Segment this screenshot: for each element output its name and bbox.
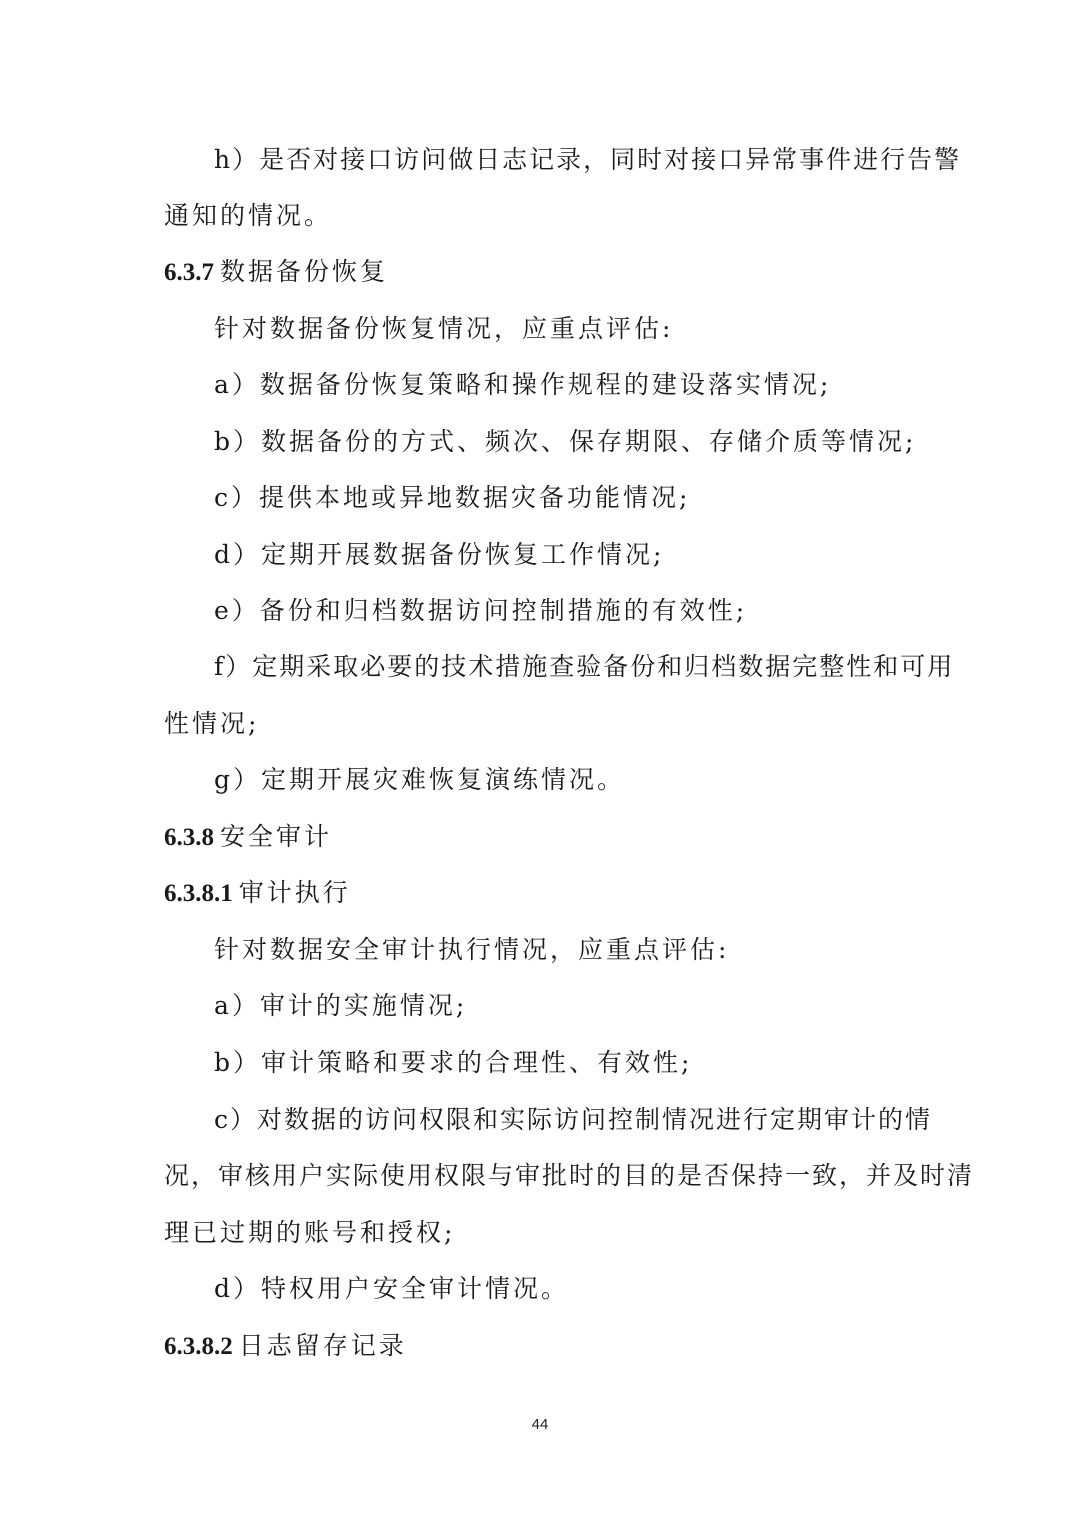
section-title: 日志留存记录: [238, 1331, 407, 1360]
section-number: 6.3.8.1: [164, 880, 233, 907]
list-item-a: a）审计的实施情况;: [214, 991, 468, 1020]
list-item-c-line-1: c）对数据的访问权限和实际访问控制情况进行定期审计的情: [214, 1105, 933, 1134]
section-intro: 针对数据备份恢复情况，应重点评估:: [214, 314, 674, 343]
list-item-d: d）定期开展数据备份恢复工作情况;: [214, 540, 665, 569]
list-item-e: e）备份和归档数据访问控制措施的有效性;: [214, 596, 748, 625]
section-title: 审计执行: [238, 878, 351, 907]
list-item-f-line-2: 性情况;: [164, 709, 260, 738]
section-title: 安全审计: [220, 822, 333, 851]
section-number: 6.3.8.2: [164, 1333, 233, 1360]
section-heading-6-3-8-1: [164, 877, 351, 910]
list-item-d: d）特权用户安全审计情况。: [214, 1274, 570, 1303]
section-title: 数据备份恢复: [220, 257, 389, 286]
list-item-b: b）数据备份的方式、频次、保存期限、存储介质等情况;: [214, 427, 917, 456]
list-item-a: a）数据备份恢复策略和操作规程的建设落实情况;: [214, 370, 832, 399]
section-number: 6.3.8: [164, 824, 214, 851]
list-item-h-line-2: 通知的情况。: [164, 201, 333, 230]
section-heading-6-3-7: [164, 256, 388, 289]
list-item-c-line-3: 理已过期的账号和授权;: [164, 1218, 456, 1247]
list-item-h-line-1: h）是否对接口访问做日志记录，同时对接口异常事件进行告警: [214, 145, 962, 174]
section-heading-6-3-8: [164, 821, 332, 854]
list-item-b: b）审计策略和要求的合理性、有效性;: [214, 1048, 693, 1077]
page-number: 44: [531, 1416, 549, 1433]
list-item-c: c）提供本地或异地数据灾备功能情况;: [214, 483, 691, 512]
section-intro: 针对数据安全审计执行情况，应重点评估:: [214, 935, 730, 964]
list-item-g: g）定期开展灾难恢复演练情况。: [214, 765, 626, 794]
section-heading-6-3-8-2: [164, 1330, 407, 1363]
list-item-f-line-1: f）定期采取必要的技术措施查验备份和归档数据完整性和可用: [214, 652, 955, 681]
section-number: 6.3.7: [164, 259, 214, 286]
list-item-c-line-2: 况，审核用户实际使用权限与审批时的目的是否保持一致，并及时清: [164, 1161, 975, 1190]
